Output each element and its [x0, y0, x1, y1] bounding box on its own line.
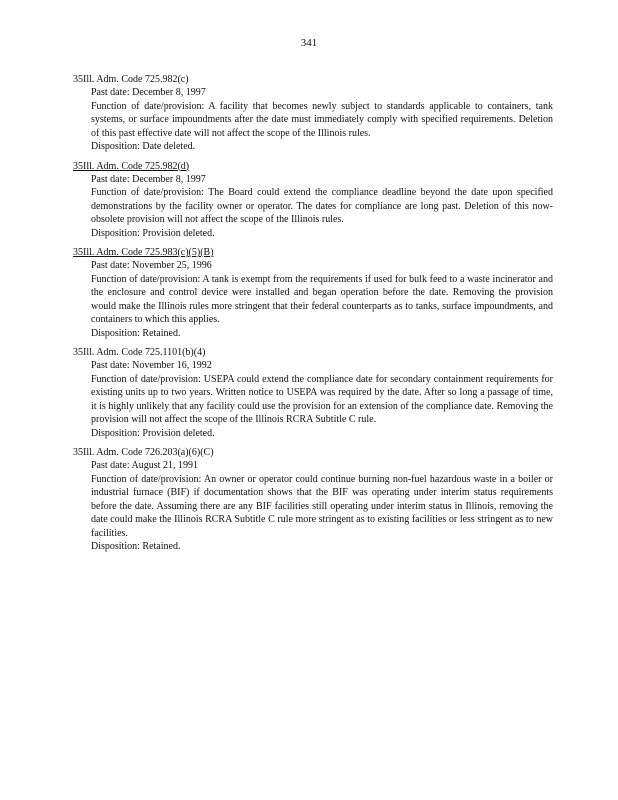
entry: [73, 446, 553, 554]
entry-function: Function of date/provision: An owner or operator could continue burning non-fuel hazardous waste in a boiler or industrial furnace (BIF) if documentation shows that the BIF was operating under interim status requirements before the date. Assuming there are any BIF facilities still operating under interim status in Illinois, removing the date could make the Illinois RCRA Subtitle C rule more stringent as to existing facilities or less stringent as to new facilities.: [91, 473, 553, 539]
entry: [73, 346, 553, 440]
entry-citation: 35Ill. Adm. Code 725.1101(b)(4): [73, 347, 206, 358]
entry-function: Function of date/provision: A tank is exempt from the requirements if used for bulk feed to a waste incinerator and the enclosure and control device were installed and began operation before the date. Removing the provision would make the Illinois rules more stringent that their federal counterparts as to tanks, surface impoundments, and containers to which this applies.: [91, 273, 553, 325]
entry-past-date: Past date: December 8, 1997: [91, 87, 206, 98]
entry-past-date: Past date: August 21, 1991: [91, 460, 198, 471]
entry-function: Function of date/provision: The Board could extend the compliance deadline beyond the date upon specified demonstrations by the facility owner or operator. The dates for compliance are long past. Deletion of this now-obsolete provision will not affect the scope of the Illinois rules.: [91, 187, 553, 225]
entry-body: [91, 259, 553, 340]
entry-body: [91, 359, 553, 440]
entry-citation: 35Ill. Adm. Code 725.982(c): [73, 74, 189, 85]
entry-function: Function of date/provision: A facility that becomes newly subject to standards applicable to containers, tank systems, or surface impoundments after the date must immediately comply with specified requirements. Deletion of this past effective date will not affect the scope of the Illinois rules.: [91, 100, 553, 139]
entry-disposition: Disposition: Date deleted.: [91, 141, 196, 152]
entry-disposition: Disposition: Retained.: [91, 327, 181, 339]
entry-citation: 35Ill. Adm. Code 726.203(a)(6)(C): [73, 447, 214, 458]
entry-past-date: Past date: November 25, 1996: [91, 260, 212, 271]
entry-function: Function of date/provision: USEPA could extend the compliance date for secondary containment requirements for existing units up to two years. Written notice to USEPA was required by the date. After so long a passage of time, it is highly unlikely that any facility could use the provision for an extension of the compliance date. Removing the provision will not affect the scope of the Illinois RCRA Subtitle C rule.: [91, 373, 553, 425]
entry-body: [91, 459, 553, 554]
page-number: 341: [300, 37, 318, 49]
entry: [73, 73, 553, 154]
entry-list: [73, 73, 553, 560]
entry-past-date: Past date: November 16, 1992: [91, 360, 212, 371]
entry-citation: 35Ill. Adm. Code 725.983(c)(5)(B): [73, 247, 214, 258]
entry: [73, 246, 553, 340]
entry-body: [91, 173, 553, 241]
entry: [73, 160, 553, 241]
entry-disposition: Disposition: Retained.: [91, 541, 181, 552]
entry-disposition: Disposition: Provision deleted.: [91, 427, 215, 439]
entry-body: [91, 86, 553, 154]
entry-citation: 35Ill. Adm. Code 725.982(d): [73, 160, 190, 172]
entry-disposition: Disposition: Provision deleted.: [91, 227, 215, 239]
entry-past-date: Past date: December 8, 1997: [91, 173, 206, 185]
